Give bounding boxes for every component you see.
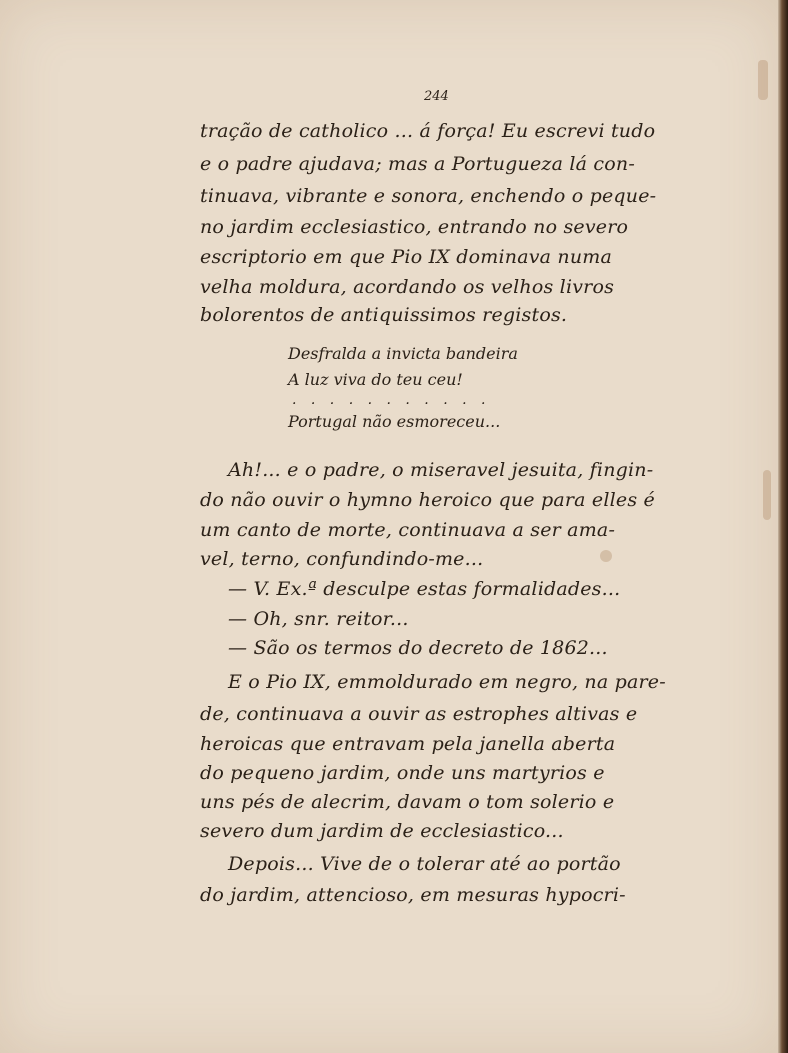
verse-ellipsis: . . . . . . . . . . .: [292, 392, 491, 408]
text-line: bolorentos de antiquissimos registos.: [200, 304, 568, 326]
paper-stain: [763, 470, 771, 520]
text-line: uns pés de alecrim, davam o tom solerio e: [200, 791, 615, 813]
text-line: heroicas que entravam pela janella aberta: [200, 733, 616, 755]
text-line: velha moldura, acordando os velhos livros: [200, 276, 615, 298]
paper-stain: [758, 60, 768, 100]
text-line: do pequeno jardim, onde uns martyrios e: [200, 762, 605, 784]
verse-line: A luz viva do teu ceu!: [288, 370, 463, 389]
text-line: um canto de morte, continuava a ser ama-: [200, 519, 616, 541]
dialogue-line: — V. Ex.ª desculpe estas formalidades...: [228, 578, 621, 600]
text-line: de, continuava a ouvir as estrophes altivas e: [200, 703, 638, 725]
dialogue-line: — Oh, snr. reitor...: [228, 608, 409, 630]
page-edge: [778, 0, 788, 1053]
text-line: severo dum jardim de ecclesiastico...: [200, 820, 564, 842]
verse-line: Desfralda a invicta bandeira: [288, 344, 518, 363]
verse-line: Portugal não esmoreceu...: [288, 412, 501, 431]
text-line: do jardim, attencioso, em mesuras hypocri-: [200, 884, 626, 906]
text-line: tração de catholico ... á força! Eu escrevi tudo: [200, 120, 656, 142]
dialogue-line: — São os termos do decreto de 1862...: [228, 637, 608, 659]
text-line: no jardim ecclesiastico, entrando no severo: [200, 216, 629, 238]
paper-stain: [600, 550, 612, 562]
text-line: do não ouvir o hymno heroico que para elles é: [200, 489, 655, 511]
text-line: Ah!... e o padre, o miseravel jesuita, fingin-: [228, 459, 654, 481]
text-line: E o Pio IX, emmoldurado em negro, na pare-: [228, 671, 666, 693]
text-line: escriptorio em que Pio IX dominava numa: [200, 246, 613, 268]
text-line: Depois... Vive de o tolerar até ao portão: [228, 853, 621, 875]
text-line: tinuava, vibrante e sonora, enchendo o peque-: [200, 185, 657, 207]
page-number: 244: [424, 89, 449, 104]
text-line: e o padre ajudava; mas a Portugueza lá con-: [200, 153, 635, 175]
text-line: vel, terno, confundindo-me...: [200, 548, 484, 570]
